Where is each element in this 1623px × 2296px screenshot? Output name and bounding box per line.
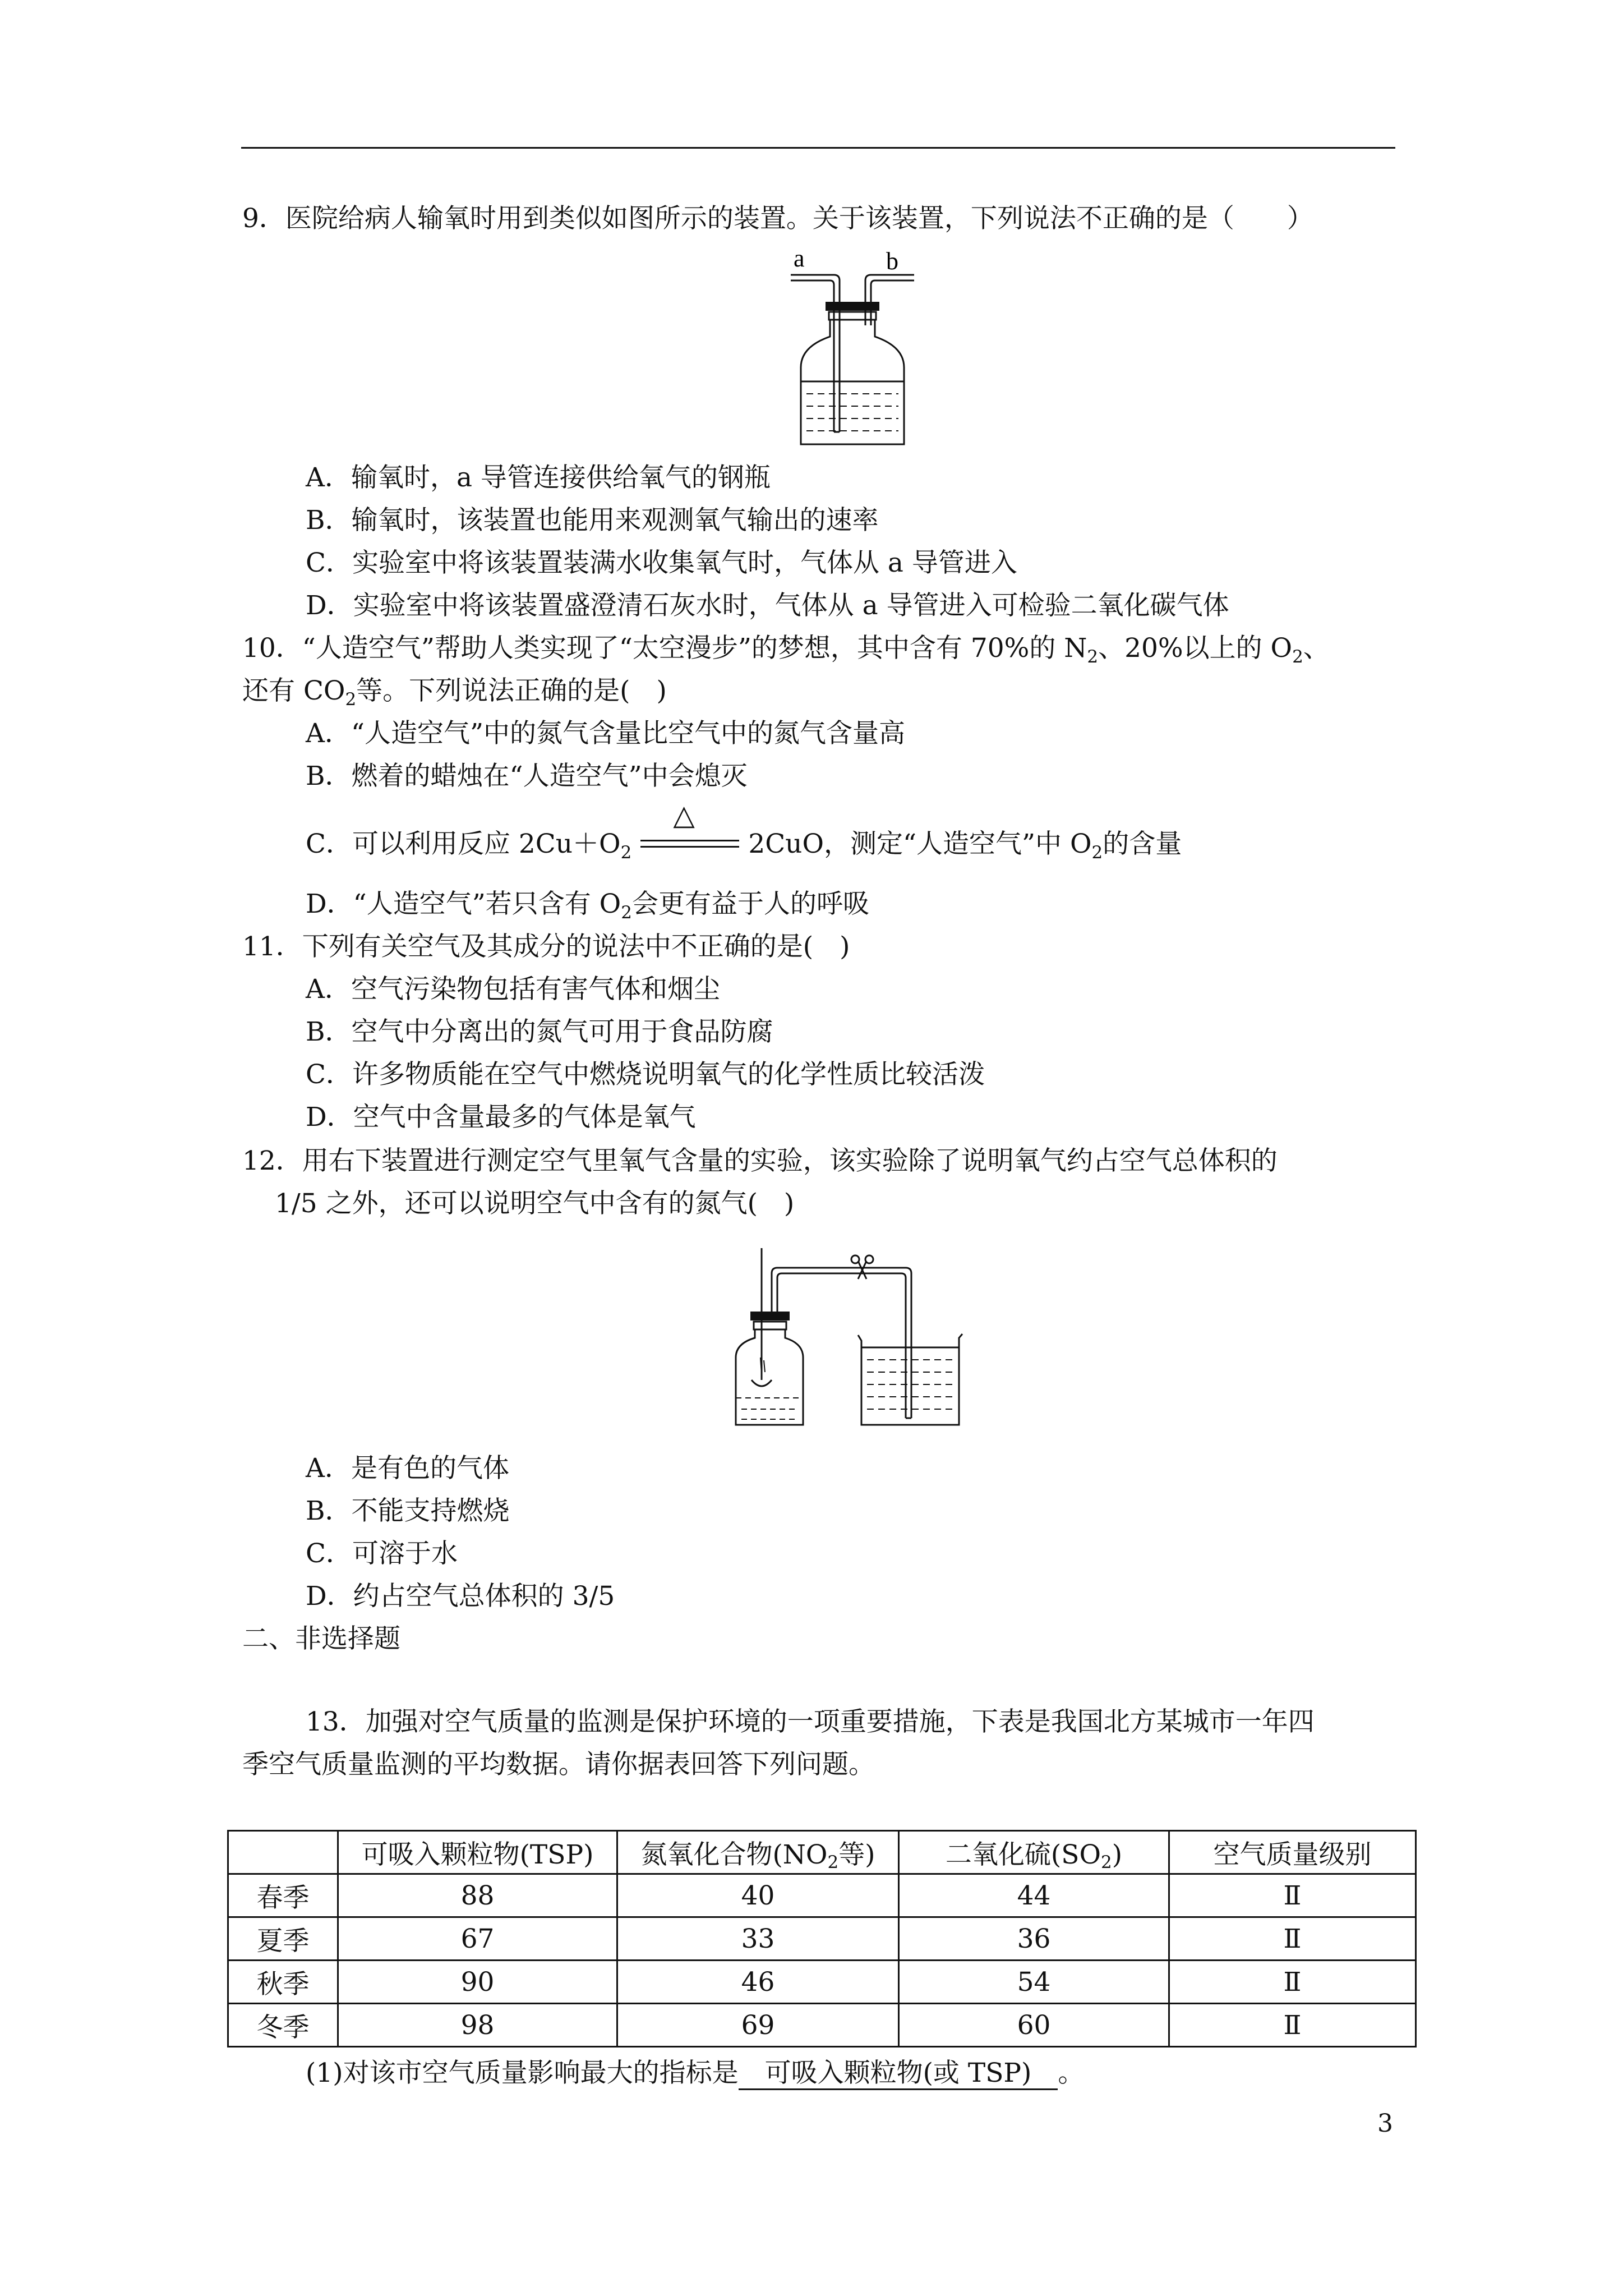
q12-option-b: B．不能支持燃烧 <box>306 1496 510 1526</box>
nox-cell: 69 <box>617 2004 899 2047</box>
q12-option-d: D．约占空气总体积的 3/5 <box>306 1581 615 1612</box>
so2-cell: 60 <box>899 2004 1169 2047</box>
level-cell: Ⅱ <box>1169 1874 1416 1917</box>
tube-b-label: b <box>886 247 898 275</box>
q9-option-a: A．输氧时，a 导管连接供给氧气的钢瓶 <box>306 462 771 493</box>
q13-stem-line1: 13．加强对空气质量的监测是保护环境的一项重要措施，下表是我国北方某城市一年四 <box>306 1706 1315 1737</box>
air-quality-table <box>227 1830 1417 2047</box>
season-cell: 冬季 <box>228 2004 338 2047</box>
q10-stem-line1: 10．“人造空气”帮助人类实现了“太空漫步”的梦想，其中含有 70%的 $N_2$、20%以上的 $O_2$、 <box>242 633 1330 667</box>
table-row <box>228 1874 1416 1917</box>
q13-stem-line2: 季空气质量监测的平均数据。请你据表回答下列问题。 <box>242 1749 875 1780</box>
nox-cell: 46 <box>617 1961 899 2004</box>
tsp-cell: 88 <box>338 1874 617 1917</box>
table-header-nox: 氮氧化合物($NO_2$等) <box>617 1831 899 1874</box>
q11-option-a: A．空气污染物包括有害气体和烟尘 <box>306 974 720 1005</box>
so2-cell: 54 <box>899 1961 1169 2004</box>
table-row <box>228 1917 1416 1961</box>
table-header-so2: 二氧化硫$(SO_2)$ <box>899 1831 1169 1874</box>
q9-option-b: B．输氧时，该装置也能用来观测氧气输出的速率 <box>306 505 879 536</box>
so2-cell: 44 <box>899 1874 1169 1917</box>
section-heading: 二、非选择题 <box>242 1623 400 1654</box>
q13-answer-blank: 可吸入颗粒物(或 TSP) <box>739 2058 1058 2090</box>
q12-option-a: A．是有色的气体 <box>306 1453 509 1484</box>
gas-washing-bottle-figure <box>774 247 931 449</box>
q11-option-b: B．空气中分离出的氮气可用于食品防腐 <box>306 1016 773 1047</box>
nox-cell: 40 <box>617 1874 899 1917</box>
tsp-cell: 90 <box>338 1961 617 2004</box>
header-rule <box>241 147 1395 149</box>
table-header-corner <box>228 1831 338 1874</box>
q10-option-b: B．燃着的蜡烛在“人造空气”中会熄灭 <box>306 761 748 792</box>
level-cell: Ⅱ <box>1169 2004 1416 2047</box>
q13-subquestion-1: (1)对该市空气质量影响最大的指标是 可吸入颗粒物(或 TSP) 。 <box>306 2056 1084 2090</box>
q10-option-c: C．可以利用反应 $2Cu+O_2$ △ 2CuO，测定“人造空气”中 $O_2$的含量 <box>306 799 1182 863</box>
q12-stem-line2: 1/5 之外，还可以说明空气中含有的氮气( ) <box>275 1188 795 1219</box>
q11-option-c: C．许多物质能在空气中燃烧说明氧气的化学性质比较活泼 <box>306 1059 985 1090</box>
page-number: 3 <box>1377 2109 1393 2138</box>
season-cell: 夏季 <box>228 1917 338 1961</box>
q9-option-d: D．实验室中将该装置盛澄清石灰水时，气体从 a 导管进入可检验二氧化碳气体 <box>306 590 1229 621</box>
q9-option-c: C．实验室中将该装置装满水收集氧气时，气体从 a 导管进入 <box>306 547 1017 578</box>
heat-triangle-icon: △ <box>673 799 695 831</box>
q9-stem: 9．医院给病人输氧时用到类似如图所示的装置。关于该装置，下列说法不正确的是（ ） <box>242 203 1313 234</box>
tsp-cell: 98 <box>338 2004 617 2047</box>
so2-cell: 36 <box>899 1917 1169 1961</box>
table-row <box>228 2004 1416 2047</box>
nox-cell: 33 <box>617 1917 899 1961</box>
table-header-row <box>228 1831 1416 1874</box>
season-cell: 秋季 <box>228 1961 338 2004</box>
q10-stem-line2: 还有 $CO_2$等。下列说法正确的是( ) <box>242 675 667 710</box>
level-cell: Ⅱ <box>1169 1917 1416 1961</box>
tsp-cell: 67 <box>338 1917 617 1961</box>
oxygen-measurement-apparatus-figure <box>729 1245 987 1436</box>
tube-a-label: a <box>794 245 805 272</box>
q10-option-d: D．“人造空气”若只含有 $O_2$会更有益于人的呼吸 <box>306 889 869 923</box>
table-header-tsp: 可吸入颗粒物(TSP) <box>338 1831 617 1874</box>
level-cell: Ⅱ <box>1169 1961 1416 2004</box>
q12-stem-line1: 12．用右下装置进行测定空气里氧气含量的实验，该实验除了说明氧气约占空气总体积的 <box>242 1145 1278 1176</box>
heating-condition <box>640 799 739 861</box>
q11-option-d: D．空气中含量最多的气体是氧气 <box>306 1102 696 1133</box>
q10-option-a: A．“人造空气”中的氮气含量比空气中的氮气含量高 <box>306 718 905 749</box>
table-header-level: 空气质量级别 <box>1169 1831 1416 1874</box>
q12-option-c: C．可溶于水 <box>306 1538 458 1569</box>
q11-stem: 11．下列有关空气及其成分的说法中不正确的是( ) <box>242 931 850 962</box>
season-cell: 春季 <box>228 1874 338 1917</box>
table-row <box>228 1961 1416 2004</box>
